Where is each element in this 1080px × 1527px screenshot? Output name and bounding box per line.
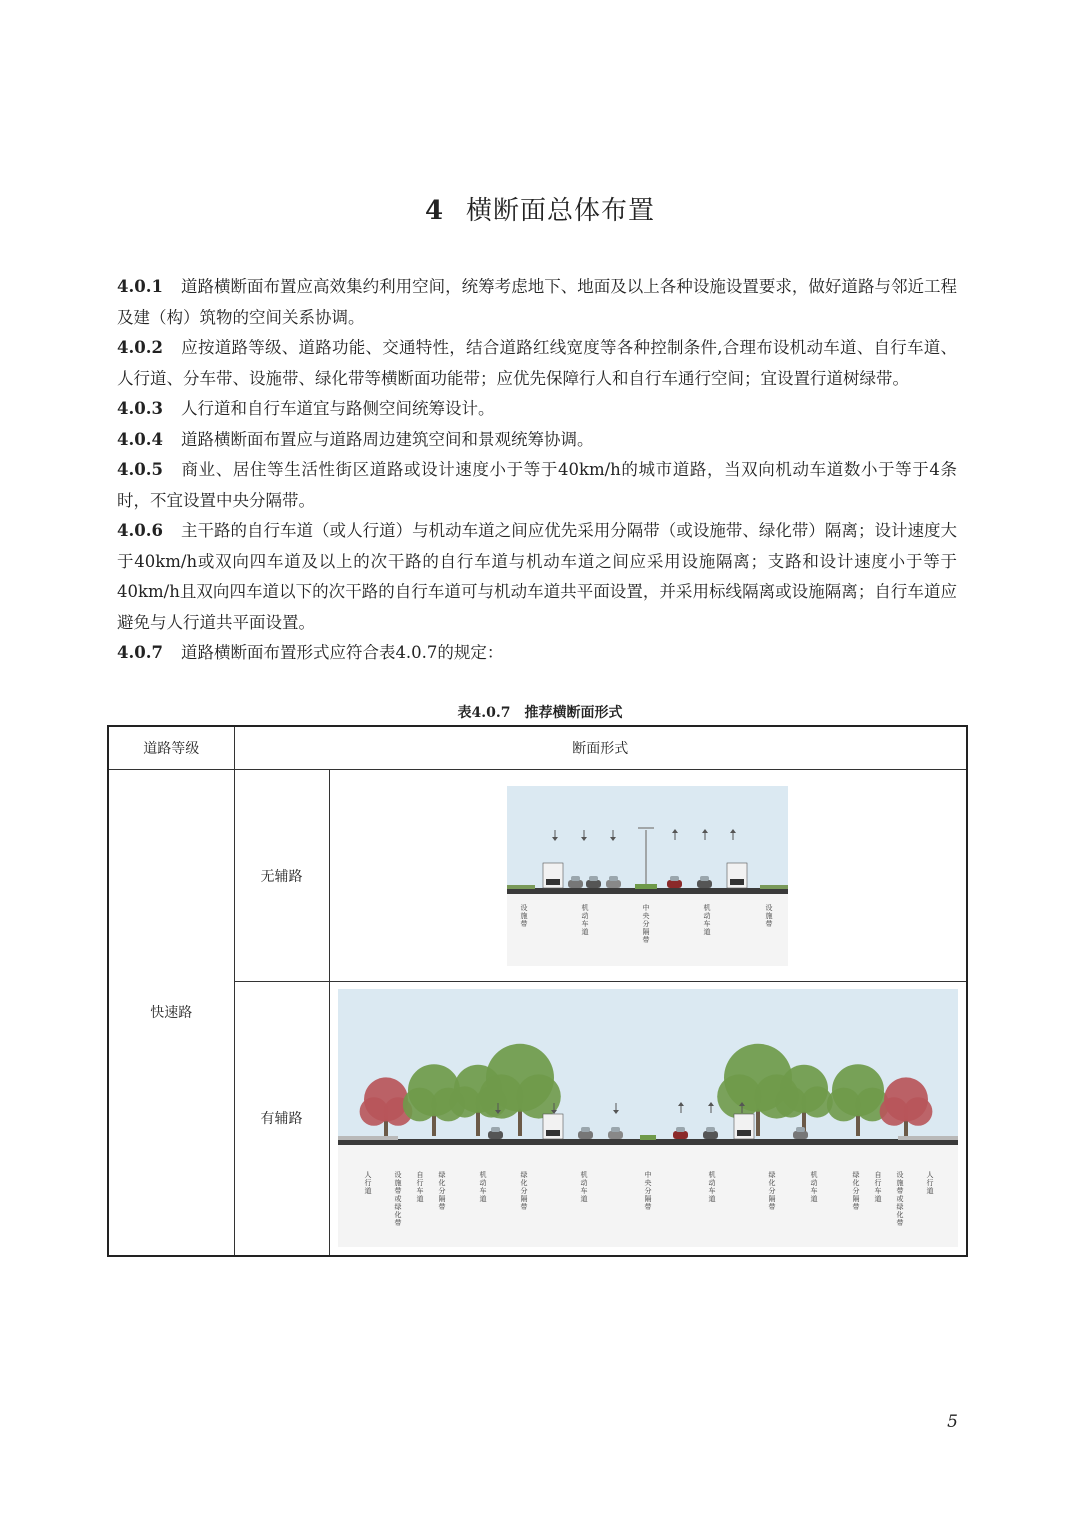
car bbox=[488, 1131, 503, 1139]
median-strip bbox=[635, 884, 657, 889]
zone-label: 人行道 bbox=[364, 1171, 372, 1196]
chapter-title bbox=[0, 190, 1080, 227]
zone-label: 中央分隔带 bbox=[644, 1171, 652, 1212]
car bbox=[608, 1131, 623, 1139]
zone-label: 自行车道 bbox=[874, 1171, 882, 1204]
truck-grille bbox=[546, 879, 560, 885]
clause-number: 4.0.2 bbox=[117, 338, 163, 357]
sidewalk bbox=[338, 1136, 398, 1140]
table-row bbox=[108, 982, 967, 1256]
zone-label: 机动车道 bbox=[810, 1171, 818, 1204]
car-window bbox=[706, 1127, 715, 1132]
clause-number: 4.0.4 bbox=[117, 429, 163, 449]
car bbox=[673, 1131, 688, 1139]
cross-section-illustration bbox=[338, 989, 958, 1247]
zone-label: 绿化分隔带 bbox=[438, 1171, 446, 1212]
zone-label: 设施带或绿化带 bbox=[394, 1171, 402, 1228]
car-window bbox=[609, 876, 618, 881]
clause-number: 4.0.3 bbox=[117, 399, 163, 418]
clause bbox=[117, 272, 957, 333]
car-window bbox=[670, 876, 679, 881]
type-cell: 有辅路 bbox=[234, 982, 329, 1256]
clause bbox=[117, 425, 957, 456]
zone-label: 绿化分隔带 bbox=[768, 1171, 776, 1212]
facility-strip bbox=[760, 885, 788, 889]
truck-grille bbox=[730, 879, 744, 885]
cross-section-table bbox=[107, 725, 968, 1257]
clause bbox=[117, 516, 957, 638]
car bbox=[586, 880, 601, 888]
page-number: 5 bbox=[947, 1412, 958, 1432]
car-window bbox=[581, 1127, 590, 1132]
zone-label: 绿化分隔带 bbox=[852, 1171, 860, 1212]
facility-strip bbox=[507, 885, 535, 889]
car bbox=[578, 1131, 593, 1139]
clause-text: 人行道和自行车道宜与路侧空间统筹设计。 bbox=[180, 399, 495, 418]
type-cell: 无辅路 bbox=[234, 770, 329, 982]
clause-text: 商业、居住等生活性街区道路或设计速度小于等于40km/h的城市道路，当双向机动车道数小于等于4条时，不宜设置中央分隔带。 bbox=[117, 460, 957, 510]
car bbox=[667, 880, 682, 888]
clause-number: 4.0.1 bbox=[117, 277, 163, 296]
clause-text: 道路横断面布置应高效集约利用空间，统筹考虑地下、地面及以上各种设施设置要求，做好道路与邻近工程及建（构）筑物的空间关系协调。 bbox=[117, 277, 957, 327]
table-header-row bbox=[108, 726, 967, 770]
car bbox=[703, 1131, 718, 1139]
clause-number: 4.0.5 bbox=[117, 460, 163, 479]
car-window bbox=[589, 876, 598, 881]
clause bbox=[117, 333, 957, 394]
zone-label: 机动车道 bbox=[703, 903, 711, 936]
clause-text: 道路横断面布置应与道路周边建筑空间和景观统筹协调。 bbox=[180, 429, 594, 449]
car bbox=[793, 1131, 808, 1139]
figure-cell bbox=[329, 770, 967, 982]
clause-number: 4.0.6 bbox=[117, 521, 163, 540]
clause-number: 4.0.7 bbox=[117, 643, 163, 662]
grade-cell: 快速路 bbox=[108, 770, 234, 1256]
clause bbox=[117, 638, 957, 669]
sidewalk bbox=[898, 1136, 958, 1140]
car-window bbox=[571, 876, 580, 881]
table-caption: 表4.0.7 推荐横断面形式 bbox=[457, 705, 623, 721]
truck-grille bbox=[546, 1130, 560, 1136]
zone-label: 机动车道 bbox=[581, 903, 589, 936]
truck-grille bbox=[737, 1130, 751, 1136]
clause-text: 应按道路等级、道路功能、交通特性，结合道路红线宽度等各种控制条件,合理布设机动车道、自行车道、人行道、分车带、设施带、绿化带等横断面功能带；应优先保障行人和自行车通行空间；宜设置行道树绿带。 bbox=[117, 338, 957, 388]
zone-label: 自行车道 bbox=[416, 1171, 424, 1204]
zone-label: 设施带 bbox=[520, 903, 528, 928]
car bbox=[568, 880, 583, 888]
header-grade: 道路等级 bbox=[108, 726, 234, 770]
clause bbox=[117, 394, 957, 425]
clause bbox=[117, 455, 957, 516]
chapter-title-text: 横断面总体布置 bbox=[466, 196, 656, 226]
car-window bbox=[700, 876, 709, 881]
zone-label: 绿化分隔带 bbox=[520, 1171, 528, 1212]
figure-cell bbox=[329, 982, 967, 1256]
header-form: 断面形式 bbox=[234, 726, 967, 770]
zone-label: 设施带 bbox=[765, 903, 773, 928]
clause-text: 主干路的自行车道（或人行道）与机动车道之间应优先采用分隔带（或设施带、绿化带）隔离；设计速度大于40km/h或双向四车道及以上的次干路的自行车道与机动车道之间应采用设施隔离；支路和设计速度小于等于40km/h且双向四车道以下的次干路的自行车道可与机动车道共平面设置，并采用标线隔离或设施隔离；自行车道应避免与人行道共平面设置。 bbox=[117, 521, 957, 632]
car-window bbox=[796, 1127, 805, 1132]
median-strip bbox=[640, 1135, 656, 1140]
zone-label: 设施带或绿化带 bbox=[896, 1171, 904, 1228]
zone-label: 机动车道 bbox=[479, 1171, 487, 1204]
section-figure-with-aux bbox=[338, 989, 958, 1247]
zone-label: 人行道 bbox=[926, 1171, 934, 1196]
zone-label: 机动车道 bbox=[580, 1171, 588, 1204]
clause-text: 道路横断面布置形式应符合表4.0.7的规定： bbox=[180, 643, 504, 662]
chapter-number: 4 bbox=[424, 196, 445, 226]
zone-label: 中央分隔带 bbox=[642, 903, 650, 944]
clauses bbox=[117, 272, 957, 669]
car bbox=[697, 880, 712, 888]
section-figure-no-aux bbox=[507, 786, 788, 966]
car-window bbox=[491, 1127, 500, 1132]
car bbox=[606, 880, 621, 888]
tree-crown bbox=[904, 1097, 933, 1126]
zone-label: 机动车道 bbox=[708, 1171, 716, 1204]
cross-section-illustration bbox=[507, 786, 788, 966]
car-window bbox=[611, 1127, 620, 1132]
car-window bbox=[676, 1127, 685, 1132]
table-row bbox=[108, 770, 967, 982]
